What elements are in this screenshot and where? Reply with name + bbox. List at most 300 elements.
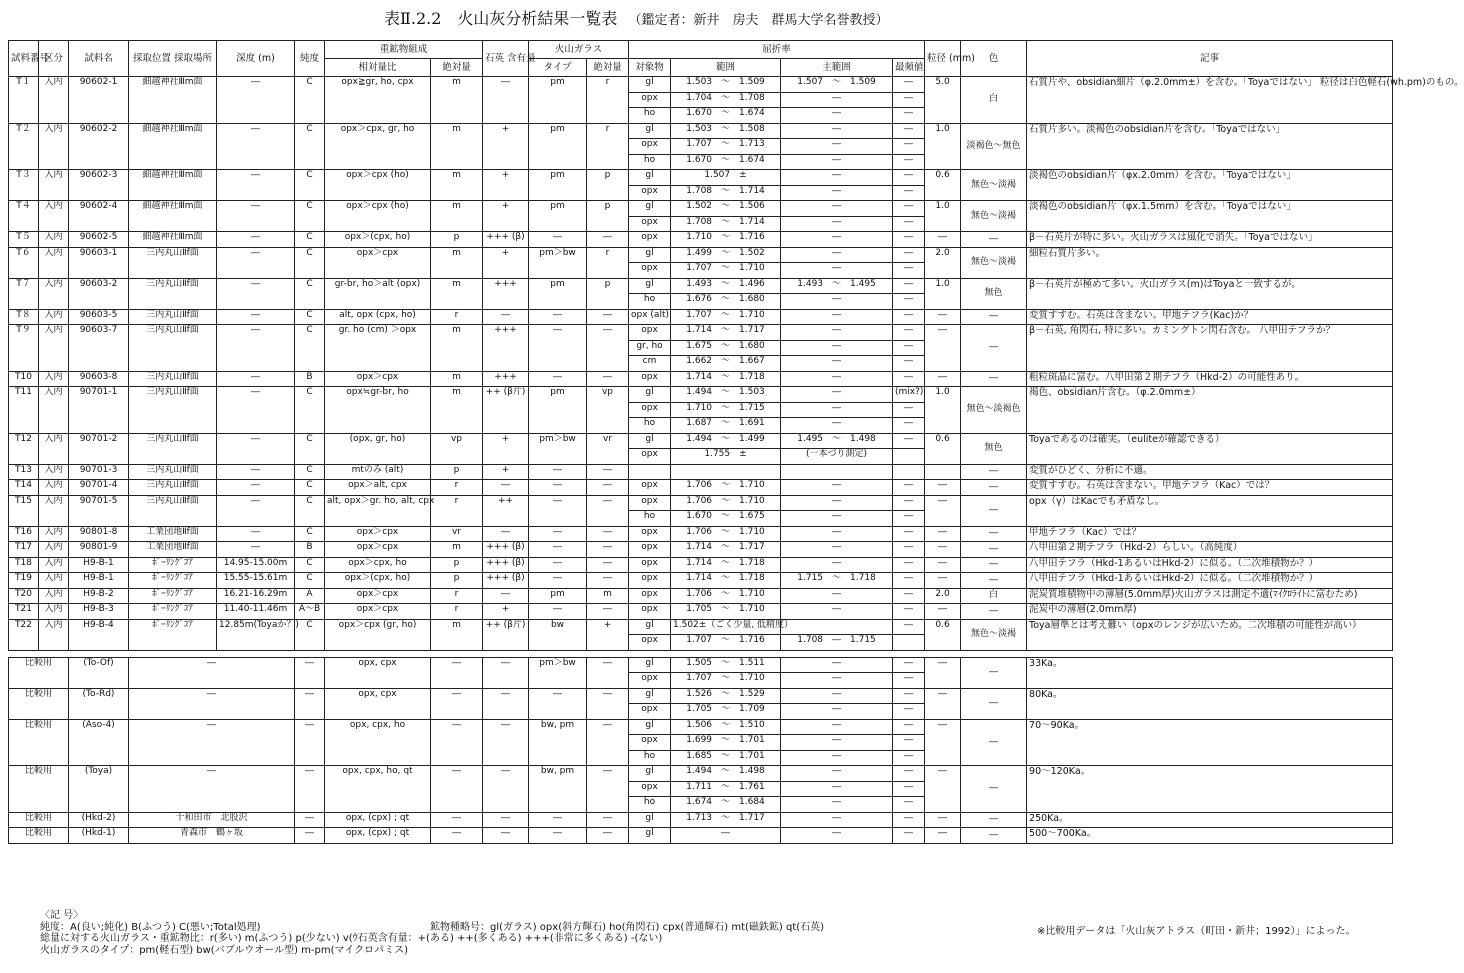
sample-quartz: + (483, 604, 529, 620)
table-row (9, 526, 1393, 542)
sample-depth: ― (217, 542, 295, 558)
sample-absolute: m (431, 325, 483, 372)
sample-note: 250Ka。 (1027, 812, 1393, 828)
sample-glass-type: pm (529, 278, 587, 309)
sample-relative: opx, cpx, ho, qt (325, 766, 431, 813)
ri-object: gl (629, 123, 671, 139)
sample-absolute: m (431, 201, 483, 232)
ri-mode: ― (893, 619, 925, 635)
sample-location: ﾎﾞｰﾘﾝｸﾞｺｱ (129, 573, 217, 589)
sample-grain: ― (925, 719, 961, 766)
sample-purity: ― (295, 657, 325, 688)
ri-range: 1.526 ～ 1.529 (671, 688, 781, 704)
sample-purity: C (295, 387, 325, 434)
ri-range: 1.494 ～ 1.499 (671, 433, 781, 449)
ri-mode: ― (893, 433, 925, 449)
ri-mode: ― (893, 77, 925, 93)
ri-range: 1.502 ～ 1.506 (671, 201, 781, 217)
sample-depth: 12.85m(Toyaか？) (217, 619, 295, 650)
ri-range: 1.494 ～ 1.498 (671, 766, 781, 782)
sample-kubun: 入内 (39, 495, 69, 526)
sample-glass-type: ― (529, 495, 587, 526)
sample-name: 90602-1 (69, 77, 129, 124)
analysis-table (8, 40, 1464, 844)
sample-color: ― (961, 557, 1027, 573)
title-text: 表Ⅱ.2.2 火山灰分析結果一覧表 (384, 9, 618, 28)
sample-absolute: m (431, 278, 483, 309)
sample-relative: opx≒gr-br, ho (325, 387, 431, 434)
sample-glass-abs: ― (587, 464, 629, 480)
sample-location: 三内丸山Ⅱf面 (129, 480, 217, 496)
table-row (9, 278, 1393, 294)
sample-absolute: m (431, 247, 483, 278)
sample-color: ― (961, 604, 1027, 620)
sample-quartz: +++ (483, 371, 529, 387)
sample-glass-abs: ― (587, 495, 629, 526)
ri-object: opx (629, 495, 671, 511)
sample-glass-abs: + (587, 619, 629, 650)
table-row (9, 325, 1393, 341)
ri-main-range: ― (781, 557, 893, 573)
sample-grain: ― (925, 232, 961, 248)
sample-purity: C (295, 232, 325, 248)
ri-object: ho (629, 750, 671, 766)
sample-id: T21 (9, 604, 39, 620)
sample-depth: ― (217, 371, 295, 387)
ri-object: opx (629, 635, 671, 651)
table-row (9, 480, 1393, 496)
sample-name: H9-B-3 (69, 604, 129, 620)
sample-note: 80Ka。 (1027, 688, 1393, 719)
ri-range: 1.714 ～ 1.718 (671, 557, 781, 573)
sample-note: 泥炭中の薄層(2.0mm厚) (1027, 604, 1393, 620)
sample-relative: alt, opx (cpx, ho) (325, 309, 431, 325)
sample-glass-type: ― (529, 480, 587, 496)
sample-depth: ― (217, 77, 295, 124)
header-grain-size: 粒径 (mm) (925, 41, 961, 77)
sample-note: opx（γ）はKacでも矛盾なし。 (1027, 495, 1393, 526)
sample-quartz: +++ (483, 278, 529, 309)
sample-quartz: ― (483, 657, 529, 688)
sample-name: 90701-5 (69, 495, 129, 526)
sample-relative: opx＞cpx, ho (325, 557, 431, 573)
sample-grain: ― (925, 526, 961, 542)
sample-name: (Hkd-1) (69, 828, 129, 844)
ri-range: 1.507 ± (671, 170, 781, 186)
sample-id: T10 (9, 371, 39, 387)
sample-purity: C (295, 325, 325, 372)
ri-object: gl (629, 201, 671, 217)
sample-glass-type: ― (529, 464, 587, 480)
ri-object: gl (629, 688, 671, 704)
sample-name: 90801-8 (69, 526, 129, 542)
ri-mode (893, 635, 925, 651)
sample-glass-type: ― (529, 325, 587, 372)
ri-mode: ― (893, 402, 925, 418)
sample-absolute: ― (431, 812, 483, 828)
sample-location: 三内丸山Ⅱf面 (129, 495, 217, 526)
sample-glass-type: pm＞bw (529, 657, 587, 688)
sample-id: T３ (9, 170, 39, 201)
sample-absolute: r (431, 480, 483, 496)
sample-quartz: ― (483, 812, 529, 828)
sample-kubun: 入内 (39, 170, 69, 201)
sample-name: 90701-1 (69, 387, 129, 434)
sample-id: T５ (9, 232, 39, 248)
ri-object: ho (629, 511, 671, 527)
sample-note: 粗粒斑晶に富む。八甲田第２期テフラ（Hkd-2）の可能性あり。 (1027, 371, 1393, 387)
sample-kubun: 入内 (39, 247, 69, 278)
sample-quartz: ― (483, 526, 529, 542)
sample-grain: 1.0 (925, 123, 961, 170)
sample-name: (To-Rd) (69, 688, 129, 719)
sample-purity: C (295, 123, 325, 170)
sample-location: 細越神社Ⅲm面 (129, 77, 217, 124)
ri-range: 1.705 ～ 1.709 (671, 704, 781, 720)
sample-quartz: +++ (β) (483, 542, 529, 558)
header-rel: 相対量比 (325, 59, 431, 77)
ri-main-range: ― (781, 781, 893, 797)
ri-mode: ― (893, 123, 925, 139)
sample-note: 変質すすむ。石英は含まない。甲地テフラ（Kac）では？ (1027, 480, 1393, 496)
ri-mode: ― (893, 325, 925, 341)
header-row (9, 41, 1393, 59)
sample-absolute: m (431, 77, 483, 124)
table-row (9, 371, 1393, 387)
sample-id: T12 (9, 433, 39, 464)
sample-glass-abs: ― (587, 232, 629, 248)
ri-mode: ― (893, 294, 925, 310)
sample-absolute: m (431, 123, 483, 170)
sample-purity: B (295, 371, 325, 387)
sample-glass-abs: ― (587, 828, 629, 844)
sample-grain: ― (925, 812, 961, 828)
sample-absolute: r (431, 604, 483, 620)
ri-range: 1.685 ～ 1.701 (671, 750, 781, 766)
ri-main-range: ― (781, 170, 893, 186)
sample-glass-type: ― (529, 604, 587, 620)
sample-relative: opx＞cpx, gr, ho (325, 123, 431, 170)
sample-glass-type: pm＞bw (529, 433, 587, 464)
sample-id: T22 (9, 619, 39, 650)
sample-id: T８ (9, 309, 39, 325)
sample-color: ― (961, 828, 1027, 844)
ri-main-range: ― (781, 247, 893, 263)
sample-absolute: vr (431, 526, 483, 542)
sample-purity: C (295, 433, 325, 464)
sample-color: 無色 (961, 278, 1027, 309)
sample-name: 90603-7 (69, 325, 129, 372)
sample-name: H9-B-2 (69, 588, 129, 604)
sample-grain: ― (925, 657, 961, 688)
sample-note: 甲地テフラ（Kac）では？ (1027, 526, 1393, 542)
sample-note: β－石英, 角閃石, 特に多い。カミングトン閃石含む。 八甲田テフラか？ (1027, 325, 1393, 372)
sample-glass-abs: ― (587, 325, 629, 372)
sample-glass-type: ― (529, 812, 587, 828)
ri-range: 1.707 ～ 1.716 (671, 635, 781, 651)
sample-purity: A (295, 588, 325, 604)
sample-relative: alt, opx＞gr. ho, alt, cpx (325, 495, 431, 526)
sample-glass-type: ― (529, 688, 587, 719)
sample-glass-abs: ― (587, 309, 629, 325)
sample-relative: opx＞alt, cpx (325, 480, 431, 496)
sample-kubun: 入内 (39, 309, 69, 325)
ri-range: 1.711 ～ 1.761 (671, 781, 781, 797)
ri-main-range: ― (781, 511, 893, 527)
sample-name: 90701-4 (69, 480, 129, 496)
sample-glass-abs: ― (587, 371, 629, 387)
ri-object: gr, ho (629, 340, 671, 356)
ri-main-range: ― (781, 123, 893, 139)
sample-glass-type: pm (529, 387, 587, 434)
sample-depth: ― (217, 480, 295, 496)
sample-note: β－石英片が極めて多い。火山ガラス(m)はToyaと一致するが。 (1027, 278, 1393, 309)
sample-quartz: ― (483, 588, 529, 604)
ri-range: 1.499 ～ 1.502 (671, 247, 781, 263)
table-row (9, 619, 1393, 635)
sample-location: 細越神社Ⅲm面 (129, 232, 217, 248)
ri-main-range: ― (781, 588, 893, 604)
table-body (9, 41, 1464, 844)
sample-purity: C (295, 480, 325, 496)
ri-mode: ― (893, 216, 925, 232)
ri-object: gl (629, 719, 671, 735)
ri-range: 1.706 ～ 1.710 (671, 526, 781, 542)
ri-range: 1.708 ～ 1.714 (671, 185, 781, 201)
sample-location: 細越神社Ⅲm面 (129, 170, 217, 201)
sample-note: 淡褐色のobsidian片（φx.1.5mm）を含む。「Toyaではない」 (1027, 201, 1393, 232)
ri-object: ho (629, 418, 671, 434)
ri-object: opx (629, 449, 671, 465)
sample-depth: 11.40-11.46m (217, 604, 295, 620)
ri-range: 1.494 ～ 1.503 (671, 387, 781, 403)
ri-object: gl (629, 812, 671, 828)
sample-location: 青森市 鶴ヶ坂 (129, 828, 295, 844)
ri-main-range (781, 619, 893, 635)
sample-location: 三内丸山Ⅱf面 (129, 247, 217, 278)
sample-glass-abs: ― (587, 719, 629, 766)
ri-mode: ― (893, 92, 925, 108)
ri-range: 1.674 ～ 1.684 (671, 797, 781, 813)
ri-range: 1.708 ～ 1.714 (671, 216, 781, 232)
page-title (384, 6, 889, 29)
sample-id: T２ (9, 123, 39, 170)
sample-absolute: p (431, 557, 483, 573)
sample-purity: C (295, 464, 325, 480)
ri-main-range: ― (781, 216, 893, 232)
ri-main-range: ― (781, 828, 893, 844)
ri-main-range: ― (781, 232, 893, 248)
ri-main-range: ― (781, 657, 893, 673)
sample-note: Toya層準とは考え難い（opxのレンジが広いため。二次堆積の可能性が高い） (1027, 619, 1393, 650)
sample-glass-type: pm (529, 123, 587, 170)
ri-mode: ― (893, 495, 925, 511)
ri-object: gl (629, 387, 671, 403)
ri-main-range: ― (781, 735, 893, 751)
ri-mode: ― (893, 812, 925, 828)
ri-object: gl (629, 77, 671, 93)
table-row (9, 688, 1393, 704)
sample-glass-type: ― (529, 232, 587, 248)
header-sample-no: 試料番号 (9, 41, 39, 77)
sample-name: 90603-5 (69, 309, 129, 325)
sample-location: 細越神社Ⅲm面 (129, 123, 217, 170)
sample-depth: ― (217, 526, 295, 542)
sample-location: ﾎﾞｰﾘﾝｸﾞｺｱ (129, 604, 217, 620)
sample-purity: C (295, 201, 325, 232)
sample-grain: ― (925, 325, 961, 372)
header-obj: 対象物 (629, 59, 671, 77)
header-kubun: 区分 (39, 41, 69, 77)
sample-purity: C (295, 309, 325, 325)
ri-range: 1.502±（ごく少量, 低精度） (671, 619, 781, 635)
sample-name: (Toya) (69, 766, 129, 813)
ri-mode: ― (893, 526, 925, 542)
sample-location: 十和田市 北股沢 (129, 812, 295, 828)
ri-mode: ― (893, 573, 925, 589)
sample-color: ― (961, 542, 1027, 558)
sample-grain: ― (925, 495, 961, 526)
header-glass: 火山ガラス (529, 41, 629, 59)
sample-kubun: 入内 (39, 371, 69, 387)
sample-depth: ― (217, 433, 295, 464)
ri-range: 1.705 ～ 1.710 (671, 604, 781, 620)
ri-object: opx (629, 232, 671, 248)
sample-relative: opx＞(cpx, ho) (325, 573, 431, 589)
ri-range: 1.506 ～ 1.510 (671, 719, 781, 735)
sample-kubun: 入内 (39, 542, 69, 558)
ri-mode: ― (893, 139, 925, 155)
table-row (9, 812, 1393, 828)
sample-relative: gr. ho (cm) ＞opx (325, 325, 431, 372)
sample-glass-type: pm (529, 77, 587, 124)
sample-note: 八甲田テフラ（Hkd-1あるいはHkd-2）に似る。（二次堆積物か？） (1027, 573, 1393, 589)
sample-kubun: 入内 (39, 464, 69, 480)
sample-glass-type: pm (529, 588, 587, 604)
sample-quartz: ― (483, 309, 529, 325)
ri-range: 1.493 ～ 1.496 (671, 278, 781, 294)
ri-mode: ― (893, 108, 925, 124)
sample-kubun: 入内 (39, 573, 69, 589)
sample-kubun: 入内 (39, 480, 69, 496)
ri-main-range: ― (781, 294, 893, 310)
ri-object: opx (629, 402, 671, 418)
sample-absolute: ― (431, 719, 483, 766)
legend-purity: 純度：A(良い;純化) B(ふつう) C(悪い;Total処理) (40, 921, 261, 933)
sample-id: T20 (9, 588, 39, 604)
sample-glass-type: pm＞bw (529, 247, 587, 278)
header-mode: 最頻値 (893, 59, 925, 77)
ri-mode: ― (893, 588, 925, 604)
ri-range: 1.662 ～ 1.667 (671, 356, 781, 372)
ri-object: opx (629, 216, 671, 232)
table-row (9, 588, 1393, 604)
table-row (9, 766, 1393, 782)
sample-grain: ― (925, 309, 961, 325)
ri-mode: ― (893, 688, 925, 704)
ri-mode: ― (893, 480, 925, 496)
sample-relative: opx, (cpx) ; qt (325, 812, 431, 828)
sample-color: 無色～淡褐 (961, 170, 1027, 201)
ri-range: 1.714 ～ 1.717 (671, 325, 781, 341)
sample-name: 90602-4 (69, 201, 129, 232)
sample-color: ― (961, 526, 1027, 542)
sample-kubun: 入内 (39, 433, 69, 464)
sample-glass-abs: vr (587, 433, 629, 464)
sample-relative: opx, cpx (325, 688, 431, 719)
ri-main-range: ― (781, 402, 893, 418)
sample-id: T１ (9, 77, 39, 124)
ri-object: opx (629, 526, 671, 542)
sample-grain: ― (925, 604, 961, 620)
table-row (9, 719, 1393, 735)
ri-main-range: ― (781, 356, 893, 372)
sample-id: T６ (9, 247, 39, 278)
sample-name: (Hkd-2) (69, 812, 129, 828)
sample-glass-abs: ― (587, 688, 629, 719)
sample-purity: C (295, 573, 325, 589)
sample-color: ― (961, 371, 1027, 387)
header-gtype: タイプ (529, 59, 587, 77)
table-row (9, 309, 1393, 325)
sample-glass-type: bw (529, 619, 587, 650)
ri-object: opx (629, 781, 671, 797)
sample-id: T14 (9, 480, 39, 496)
ri-mode: ― (893, 154, 925, 170)
sample-grain: 1.0 (925, 278, 961, 309)
table-row (9, 170, 1393, 186)
ri-mode: ― (893, 185, 925, 201)
ri-main-range: 1.715 ～ 1.718 (781, 573, 893, 589)
ri-range: 1.710 ～ 1.715 (671, 402, 781, 418)
ri-main-range: ― (781, 812, 893, 828)
ri-range: 1.676 ～ 1.680 (671, 294, 781, 310)
sample-depth: 14.95-15.00m (217, 557, 295, 573)
sample-relative: mtのみ (alt) (325, 464, 431, 480)
header-sample-name: 試料名 (69, 41, 129, 77)
sample-name: 90603-2 (69, 278, 129, 309)
ri-object: gl (629, 433, 671, 449)
sample-grain: 2.0 (925, 588, 961, 604)
ri-object: ho (629, 108, 671, 124)
sample-color: ― (961, 495, 1027, 526)
sample-name: 90602-2 (69, 123, 129, 170)
sample-quartz: +++ (β) (483, 232, 529, 248)
subtitle-text: （鑑定者：新井 房夫 群馬大学名誉教授） (628, 13, 889, 28)
sample-location: 細越神社Ⅲm面 (129, 201, 217, 232)
ri-range: 1.505 ～ 1.511 (671, 657, 781, 673)
ri-mode: ― (893, 418, 925, 434)
ri-object (629, 464, 671, 480)
sample-location: 工業団地Ⅱf面 (129, 542, 217, 558)
sample-quartz: ― (483, 828, 529, 844)
sample-color: ― (961, 480, 1027, 496)
sample-relative: opx, cpx (325, 657, 431, 688)
sample-kubun: 入内 (39, 278, 69, 309)
legend-line-1 (40, 921, 825, 934)
sample-grain: 0.6 (925, 619, 961, 650)
ri-object: opx (629, 704, 671, 720)
ri-range: 1.704 ～ 1.708 (671, 92, 781, 108)
sample-glass-type: ― (529, 828, 587, 844)
ri-mode: ― (893, 781, 925, 797)
ri-main-range: ― (781, 526, 893, 542)
sample-kubun: 入内 (39, 201, 69, 232)
sample-glass-type: ― (529, 309, 587, 325)
ri-range (671, 464, 781, 480)
sample-glass-type: pm (529, 170, 587, 201)
ri-object: opx (629, 604, 671, 620)
